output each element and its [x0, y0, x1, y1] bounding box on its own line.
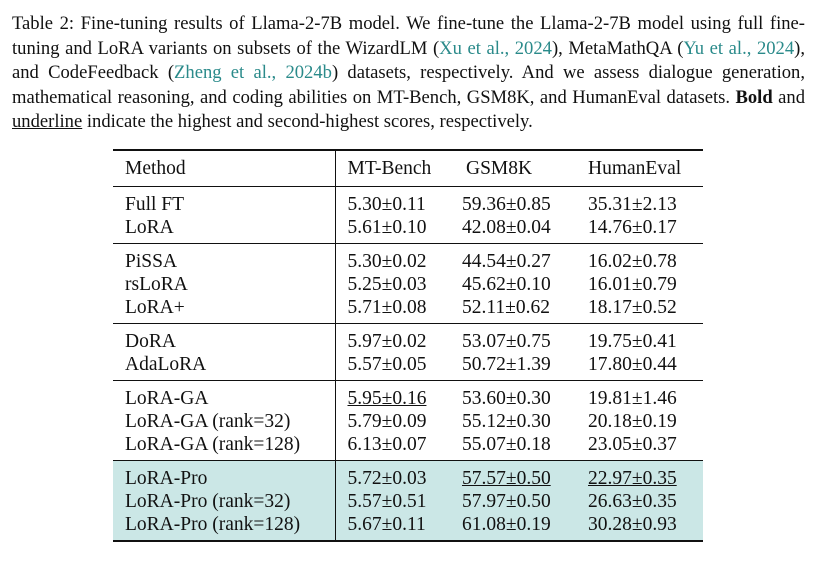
results-table-container	[113, 149, 703, 542]
table-caption	[12, 12, 805, 135]
mt-score-cell: 5.72±0.03	[335, 461, 450, 491]
table-row	[113, 353, 703, 381]
table-row	[113, 273, 703, 296]
mt-score-cell: 5.57±0.51	[335, 490, 450, 513]
results-table	[113, 149, 703, 542]
mt-score-cell: 5.79±0.09	[347, 411, 427, 432]
method-cell: LoRA-Pro	[113, 461, 335, 491]
method-cell: LoRA-GA (rank=128)	[113, 433, 335, 461]
he-score-cell: 23.05±0.37	[588, 434, 677, 455]
mt-score-cell: 5.61±0.10	[347, 217, 427, 238]
gsm-score-cell: 50.72±1.39	[462, 354, 551, 375]
caption-mid3: ) datasets, respectively. And we assess dialogue generation, mathematical reasoning, and coding abilities on MT-Bench, GSM8K, and HumanEval datasets.	[12, 62, 805, 108]
he-score-cell: 16.02±0.78	[576, 244, 703, 274]
header-humaneval: HumanEval	[576, 150, 703, 187]
header-gsm8k: GSM8K	[450, 150, 576, 187]
gsm-score-cell: 52.11±0.62	[462, 297, 550, 318]
header-mt-bench: MT-Bench	[335, 150, 450, 187]
method-cell: DoRA	[113, 324, 335, 354]
gsm-score-cell: 45.62±0.10	[462, 274, 551, 295]
table-row	[113, 296, 703, 324]
mt-score-cell: 5.30±0.11	[335, 187, 450, 217]
gsm-score-cell: 44.54±0.27	[450, 244, 576, 274]
caption-tail: indicate the highest and second-highest scores, respectively.	[82, 111, 533, 132]
table-row	[113, 381, 703, 411]
table-row	[113, 490, 703, 513]
he-score-cell: 19.75±0.41	[576, 324, 703, 354]
he-score-cell: 16.01±0.79	[588, 274, 677, 295]
gsm-score-cell: 57.57±0.50	[450, 461, 576, 491]
mt-score-cell: 5.67±0.11	[335, 513, 450, 541]
caption-mid2: ), and CodeFeedback (	[12, 37, 805, 83]
citation-yu-2024[interactable]: Yu et al., 2024	[683, 37, 795, 59]
table-row	[113, 244, 703, 274]
he-score-cell: 19.81±1.46	[576, 381, 703, 411]
method-cell: LoRA-Pro (rank=128)	[113, 513, 335, 541]
citation-zheng-2024b[interactable]: Zheng et al., 2024b	[174, 62, 332, 83]
caption-underline-word: underline	[12, 111, 83, 132]
he-score-cell: 14.76±0.17	[588, 217, 677, 238]
caption-bold-word: Bold	[735, 86, 773, 108]
table-row	[113, 513, 703, 541]
mt-score-cell: 5.71±0.08	[347, 297, 427, 318]
mt-score-cell: 5.30±0.02	[335, 244, 450, 274]
table-row	[113, 410, 703, 433]
he-score-cell: 26.63±0.35	[576, 490, 703, 513]
method-cell: Full FT	[113, 187, 335, 217]
mt-score-cell: 5.57±0.05	[347, 354, 427, 375]
gsm-score-cell: 55.12±0.30	[462, 411, 551, 432]
he-score-cell: 20.18±0.19	[588, 411, 677, 432]
caption-lead: Table 2: Fine-tuning results of Llama-2-7B model. We fine-tune the Llama-2-7B model using full fine-tuning and LoRA variants on subsets of the WizardLM (	[12, 13, 805, 59]
gsm-score-cell: 53.60±0.30	[450, 381, 576, 411]
gsm-score-cell: 55.07±0.18	[462, 434, 551, 455]
method-cell: LoRA	[113, 216, 335, 244]
he-score-cell: 35.31±2.13	[576, 187, 703, 217]
mt-score-cell: 6.13±0.07	[347, 434, 427, 455]
caption-mid1: ), MetaMathQA (	[551, 37, 684, 59]
gsm-score-cell: 53.07±0.75	[450, 324, 576, 354]
table-row	[113, 187, 703, 217]
he-score-cell: 30.28±0.93	[576, 513, 703, 541]
gsm-score-cell: 57.97±0.50	[450, 490, 576, 513]
mt-score-cell: 5.95±0.16	[335, 381, 450, 411]
method-cell: rsLoRA	[113, 273, 335, 296]
citation-xu-2024[interactable]: Xu et al., 2024	[439, 37, 552, 59]
table-row	[113, 461, 703, 491]
gsm-score-cell: 42.08±0.04	[462, 217, 551, 238]
method-cell: PiSSA	[113, 244, 335, 274]
gsm-score-cell: 59.36±0.85	[450, 187, 576, 217]
method-cell: LoRA-GA	[113, 381, 335, 411]
he-score-cell: 17.80±0.44	[588, 354, 677, 375]
method-cell: LoRA-GA (rank=32)	[113, 410, 335, 433]
table-header-row	[113, 150, 703, 187]
table-body	[113, 187, 703, 542]
mt-score-cell: 5.97±0.02	[335, 324, 450, 354]
table-row	[113, 216, 703, 244]
method-cell: AdaLoRA	[113, 353, 335, 381]
he-score-cell: 18.17±0.52	[588, 297, 677, 318]
caption-and: and	[772, 86, 805, 108]
table-row	[113, 324, 703, 354]
mt-score-cell: 5.25±0.03	[347, 274, 427, 295]
method-cell: LoRA-Pro (rank=32)	[113, 490, 335, 513]
method-cell: LoRA+	[113, 296, 335, 324]
table-row	[113, 433, 703, 461]
gsm-score-cell: 61.08±0.19	[450, 513, 576, 541]
header-method: Method	[113, 150, 335, 187]
he-score-cell: 22.97±0.35	[576, 461, 703, 491]
